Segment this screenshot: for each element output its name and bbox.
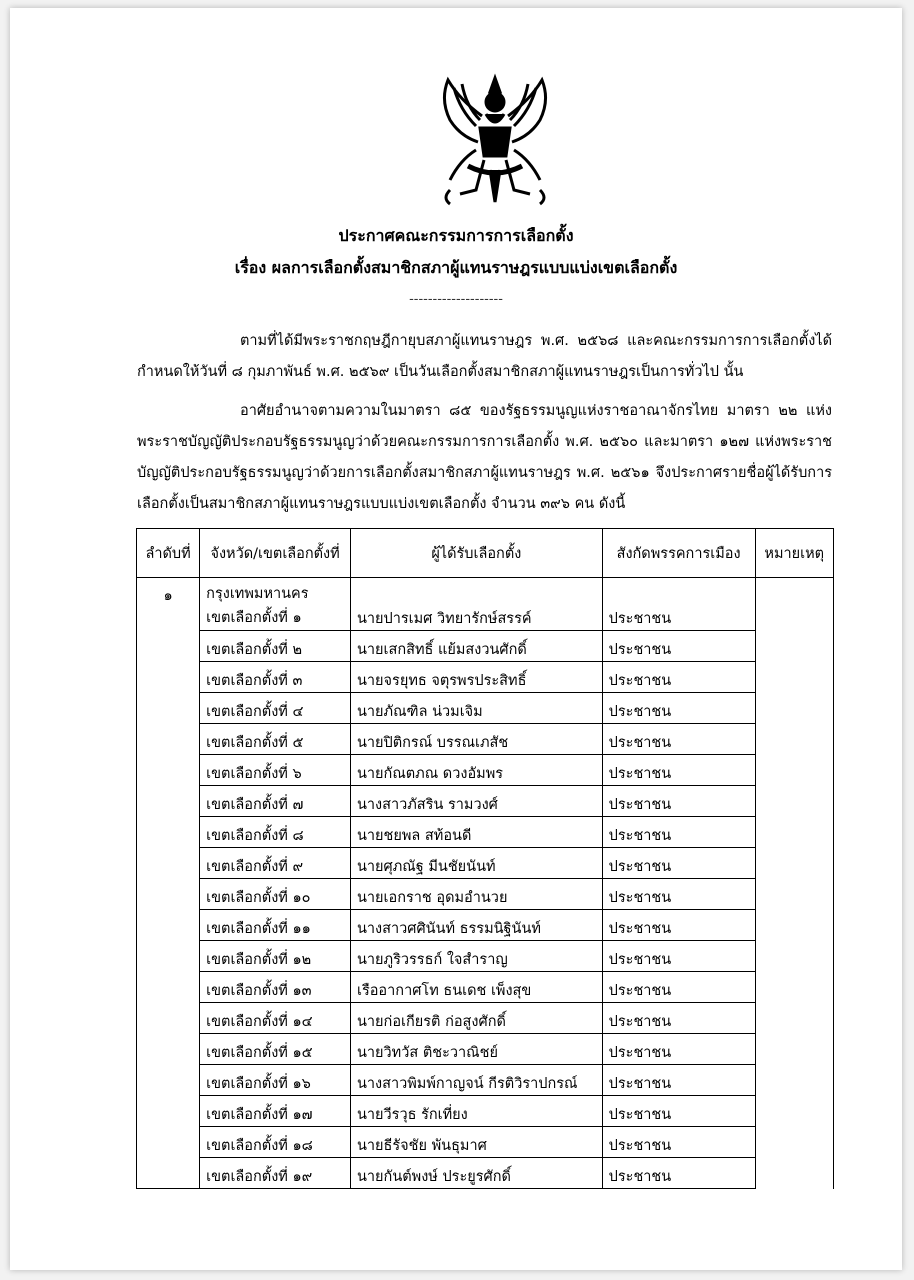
party-cell: ประชาชน [602,910,755,941]
province-name: กรุงเทพมหานคร [206,586,309,602]
party-cell: ประชาชน [602,972,755,1003]
separator-line: -------------------- [409,292,503,307]
district-cell: เขตเลือกตั้งที่ ๘ [200,817,351,848]
table-header-row [137,529,834,578]
header-name: ผู้ได้รับเลือกตั้ง [350,529,602,578]
party-cell: ประชาชน [602,693,755,724]
party-cell: ประชาชน [602,631,755,662]
table-row [137,941,834,972]
party-cell: ประชาชน [602,848,755,879]
header-party: สังกัดพรรคการเมือง [602,529,755,578]
district-cell: เขตเลือกตั้งที่ ๕ [200,724,351,755]
name-cell: นางสาวพิมพ์กาญจน์ กีรติวิราปกรณ์ [350,1065,602,1096]
district-cell: เขตเลือกตั้งที่ ๑๑ [200,910,351,941]
table-row [137,848,834,879]
party-cell: ประชาชน [602,662,755,693]
district-cell: เขตเลือกตั้งที่ ๑๘ [200,1127,351,1158]
party-cell: ประชาชน [602,1065,755,1096]
district-cell: เขตเลือกตั้งที่ ๑๐ [200,879,351,910]
name-cell: นายก่อเกียรติ ก่อสูงศักดิ์ [350,1003,602,1034]
party-cell: ประชาชน [602,941,755,972]
table-row [137,972,834,1003]
name-cell: นายกันต์พงษ์ ประยูรศักดิ์ [350,1158,602,1189]
table-row [137,1065,834,1096]
table-row [137,724,834,755]
table-row [137,1158,834,1189]
table-row [137,879,834,910]
name-cell: นายปิติกรณ์ บรรณเภสัช [350,724,602,755]
party-cell: ประชาชน [602,1003,755,1034]
announcement-subject: เรื่อง ผลการเลือกตั้งสมาชิกสภาผู้แทนราษฎรแบบแบ่งเขตเลือกตั้ง [234,258,678,277]
table-row [137,1034,834,1065]
name-cell: นายปารเมศ วิทยารักษ์สรรค์ [350,578,602,631]
remark-cell [755,578,833,1189]
table-row [137,755,834,786]
party-cell: ประชาชน [602,578,755,631]
party-cell: ประชาชน [602,879,755,910]
table-row [137,693,834,724]
header-remark: หมายเหตุ [755,529,833,578]
garuda-emblem-icon [420,70,570,210]
district-cell: เขตเลือกตั้งที่ ๑๕ [200,1034,351,1065]
table-row [137,817,834,848]
district-cell: เขตเลือกตั้งที่ ๑๔ [200,1003,351,1034]
name-cell: นายธีรัจชัย พันธุมาศ [350,1127,602,1158]
party-cell: ประชาชน [602,755,755,786]
header-seq: ลำดับที่ [137,529,200,578]
table-row [137,578,834,631]
name-cell: นางสาวศศินันท์ ธรรมนิฐินันท์ [350,910,602,941]
district-cell: เขตเลือกตั้งที่ ๙ [200,848,351,879]
name-cell: นายวีรวุธ รักเที่ยง [350,1096,602,1127]
name-cell: เรืออากาศโท ธนเดช เพ็งสุข [350,972,602,1003]
party-cell: ประชาชน [602,786,755,817]
election-results-table [136,528,834,1189]
district-cell: เขตเลือกตั้งที่ ๑๗ [200,1096,351,1127]
table-row [137,786,834,817]
district-cell: กรุงเทพมหานคร เขตเลือกตั้งที่ ๑ [200,578,351,631]
district-cell: เขตเลือกตั้งที่ ๔ [200,693,351,724]
party-cell: ประชาชน [602,817,755,848]
name-cell: นางสาวภัสริน รามวงศ์ [350,786,602,817]
district-cell: เขตเลือกตั้งที่ ๑๓ [200,972,351,1003]
header-district: จังหวัด/เขตเลือกตั้งที่ [200,529,351,578]
table-row [137,1096,834,1127]
party-cell: ประชาชน [602,724,755,755]
party-cell: ประชาชน [602,1127,755,1158]
district-cell: เขตเลือกตั้งที่ ๗ [200,786,351,817]
table-row [137,631,834,662]
name-cell: นายชยพล สท้อนดี [350,817,602,848]
paragraph-intro: ตามที่ได้มีพระราชกฤษฎีกายุบสภาผู้แทนราษฎร พ.ศ. ๒๕๖๘ และคณะกรรมการการเลือกตั้งได้กำหนดให้วันที่ ๘ กุมภาพันธ์ พ.ศ. ๒๕๖๙ เป็นวันเลือกตั้งสมาชิกสภาผู้แทนราษฎรเป็นการทั่วไป นั้น [137,333,832,380]
district-cell: เขตเลือกตั้งที่ ๑๒ [200,941,351,972]
district-cell: เขตเลือกตั้งที่ ๑๙ [200,1158,351,1189]
document-page [10,8,902,1270]
table-row [137,910,834,941]
seq-cell: ๑ [137,578,200,1189]
name-cell: นายจรยุทธ จตุรพรประสิทธิ์ [350,662,602,693]
district-cell: เขตเลือกตั้งที่ ๑๖ [200,1065,351,1096]
party-cell: ประชาชน [602,1034,755,1065]
district-cell: เขตเลือกตั้งที่ ๖ [200,755,351,786]
table-row [137,662,834,693]
table-row [137,1003,834,1034]
name-cell: นายภูริวรรธก์ ใจสำราญ [350,941,602,972]
name-cell: นายศุภณัฐ มีนชัยนันท์ [350,848,602,879]
name-cell: นายกัณตภณ ดวงอัมพร [350,755,602,786]
name-cell: นายภัณฑิล น่วมเจิม [350,693,602,724]
announcement-title: ประกาศคณะกรรมการการเลือกตั้ง [338,226,574,245]
district-cell: เขตเลือกตั้งที่ ๓ [200,662,351,693]
party-cell: ประชาชน [602,1158,755,1189]
name-cell: นายเอกราช อุดมอำนวย [350,879,602,910]
table-row [137,1127,834,1158]
party-cell: ประชาชน [602,1096,755,1127]
paragraph-authority: อาศัยอำนาจตามความในมาตรา ๘๕ ของรัฐธรรมนูญแห่งราชอาณาจักรไทย มาตรา ๒๒ แห่งพระราชบัญญัติประกอบรัฐธรรมนูญว่าด้วยคณะกรรมการการเลือกตั้ง พ.ศ. ๒๕๖๐ และมาตรา ๑๒๗ แห่งพระราชบัญญัติประกอบรัฐธรรมนูญว่าด้วยการเลือกตั้งสมาชิกสภาผู้แทนราษฎร พ.ศ. ๒๕๖๑ จึงประกาศรายชื่อผู้ได้รับการเลือกตั้งเป็นสมาชิกสภาผู้แทนราษฎรแบบแบ่งเขตเลือกตั้ง จำนวน ๓๙๖ คน ดังนี้ [137,403,832,512]
name-cell: นายเสกสิทธิ์ แย้มสงวนศักดิ์ [350,631,602,662]
name-cell: นายวิทวัส ติชะวาณิชย์ [350,1034,602,1065]
district-cell: เขตเลือกตั้งที่ ๒ [200,631,351,662]
